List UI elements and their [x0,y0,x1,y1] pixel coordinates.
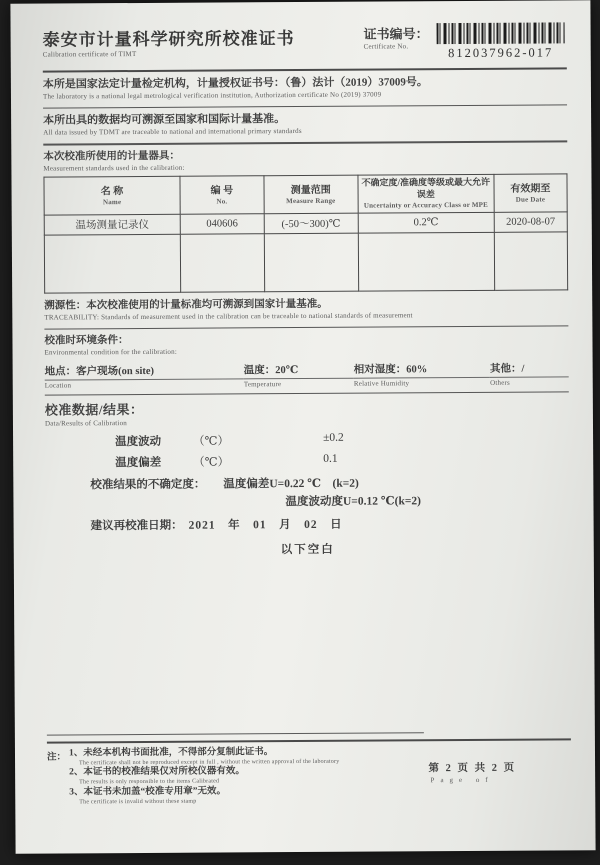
document-title: 泰安市计量科学研究所校准证书 [42,29,295,50]
results-heading-en: Data/Results of Calibration [44,419,127,428]
document-title-en: Calibration certificate of TIMT [42,50,137,59]
environment-heading-en: Environmental condition for the calibration: [44,348,178,357]
env-temperature-value: 20℃ [275,365,299,377]
traceability-statement [44,296,568,322]
env-field-location [45,362,244,390]
barcode-icon [437,22,565,44]
results-heading-zh: 校准数据/结果： [44,402,144,418]
standards-table [43,174,568,293]
cell-uncertainty: 0.2℃ [358,212,494,233]
standards-heading-en: Measurement standards used in the calibration: [43,163,185,173]
result-deviation-unit: （℃） [193,456,230,469]
footer [47,731,571,807]
header [43,22,567,63]
env-field-humidity [354,361,490,389]
env-field-temperature [244,362,354,389]
divider [43,67,567,72]
env-temperature-label: 温度： [243,365,276,377]
table-header-name: 名 称 Name [44,177,180,215]
divider [44,325,568,330]
traceability-zh: 溯源性：本次校准使用的计量标准均可溯源到国家计量基准。 [44,298,328,312]
cell-range: (-50～300)℃ [264,213,358,234]
table-header-range: 测量范围 Measure Range [264,176,358,214]
env-others-value: / [521,363,525,375]
divider [43,140,567,145]
certificate-number: 812037962-017 [448,45,554,61]
page-indicator-zh: 第 2 页 共 2 页 [428,762,517,774]
divider [47,732,424,735]
recalibration-line [46,514,570,533]
title-block [43,24,295,59]
results-heading [45,399,569,428]
table-header-uncertainty: 不确定度/准确度等级或最大允许误差 Uncertainty or Accuracy Class or MPE [358,175,494,213]
traceable-statement [43,111,567,138]
recalibration-date: 2021 年 01 月 02 日 [188,518,343,532]
env-location-label-en: Location [44,381,72,390]
environment-fields [45,360,569,390]
footer-note: 2、本证书的校准结果仅对所校仪器有效。 The results is only responsible to the items Calibrated [69,766,245,786]
env-humidity-value: 60% [406,364,428,376]
page-indicator-en: Page of [430,775,494,784]
page-indicator [428,759,516,784]
result-fluctuation-label: 温度波动 [115,435,162,448]
result-fluctuation-unit: （℃） [193,435,229,448]
table-header-duedate: 有效期至 Due Date [494,174,567,212]
certificate-page [10,0,595,854]
result-deviation-label: 温度偏差 [115,456,162,469]
environment-heading [44,332,568,358]
certificate-content [10,0,595,854]
recalibration-label: 建议再校准日期： [90,519,183,532]
certificate-number-label-en: Certificate No. [363,42,409,51]
uncertainty-value-fluctuation: 温度波动度U=0.12 ℃(k=2) [285,494,421,508]
footer-note: 3、本证书未加盖“校准专用章”无效。 The certificate is invalid without these stamp [69,786,227,805]
notes-label: 注： [46,752,67,763]
uncertainty-label: 校准结果的不确定度： [90,478,206,491]
env-field-others [490,360,569,387]
env-temperature-label-en: Temperature [243,380,282,389]
divider [47,738,571,743]
blank-below-note: 以下空白 [280,543,335,556]
result-line-deviation [45,451,569,470]
footer-note: 1、未经本机构书面批准，不得部分复制此证书。 The certificate shall not be reproduced except in full , without the written approval of the laboratory [68,747,340,767]
cell-name: 温场测量记录仪 [44,214,180,235]
standards-heading [43,147,567,173]
result-deviation-value: 0.1 [323,452,338,465]
divider [45,391,569,396]
traceable-en: All data issued by TDMT are traceable to national and international primary standards [43,127,302,137]
uncertainty-value-deviation: 温度偏差U=0.22 ℃ (k=2) [223,477,359,491]
authorization-statement [43,75,567,102]
cell-duedate: 2020-08-07 [494,211,567,231]
certificate-number-value-block [437,22,565,61]
traceable-zh: 本所出具的数据均可溯源至国家和国际计量基准。 [43,113,286,127]
traceability-en: TRACEABILITY: Standards of measurement used in the calibration can be traceable to national standards of measurement [44,311,413,322]
env-location-label: 地点： [44,366,77,378]
notes-list [69,747,340,807]
table-row-empty [44,231,567,292]
cell-no: 040606 [180,213,264,234]
env-others-label-en: Others [490,378,511,387]
authorization-en: The laboratory is a national legal metrological verification institution, Authorization certificate No (2019) 37009 [42,90,382,101]
result-fluctuation-value: ±0.2 [323,431,344,444]
env-location-value: 客户现场(on site) [76,365,155,378]
env-others-label: 其他： [489,363,522,375]
divider [43,104,567,109]
authorization-zh: 本所是国家法定计量检定机构，计量授权证书号：（鲁）法计（2019）37009号。 [42,76,428,91]
environment-heading-zh: 校准时环境条件： [44,335,129,347]
table-header-no: 编 号 No. [180,176,264,214]
certificate-number-block [364,22,565,61]
table-header-row [44,174,567,214]
env-humidity-label-en: Relative Humidity [353,379,410,388]
result-line-fluctuation [45,430,569,449]
certificate-number-label: 证书编号： [363,26,429,42]
standards-heading-zh: 本次校准所使用的计量器具： [43,150,180,163]
certificate-number-labels [364,23,429,61]
uncertainty-line [45,473,569,492]
env-humidity-label: 相对湿度： [353,364,407,376]
